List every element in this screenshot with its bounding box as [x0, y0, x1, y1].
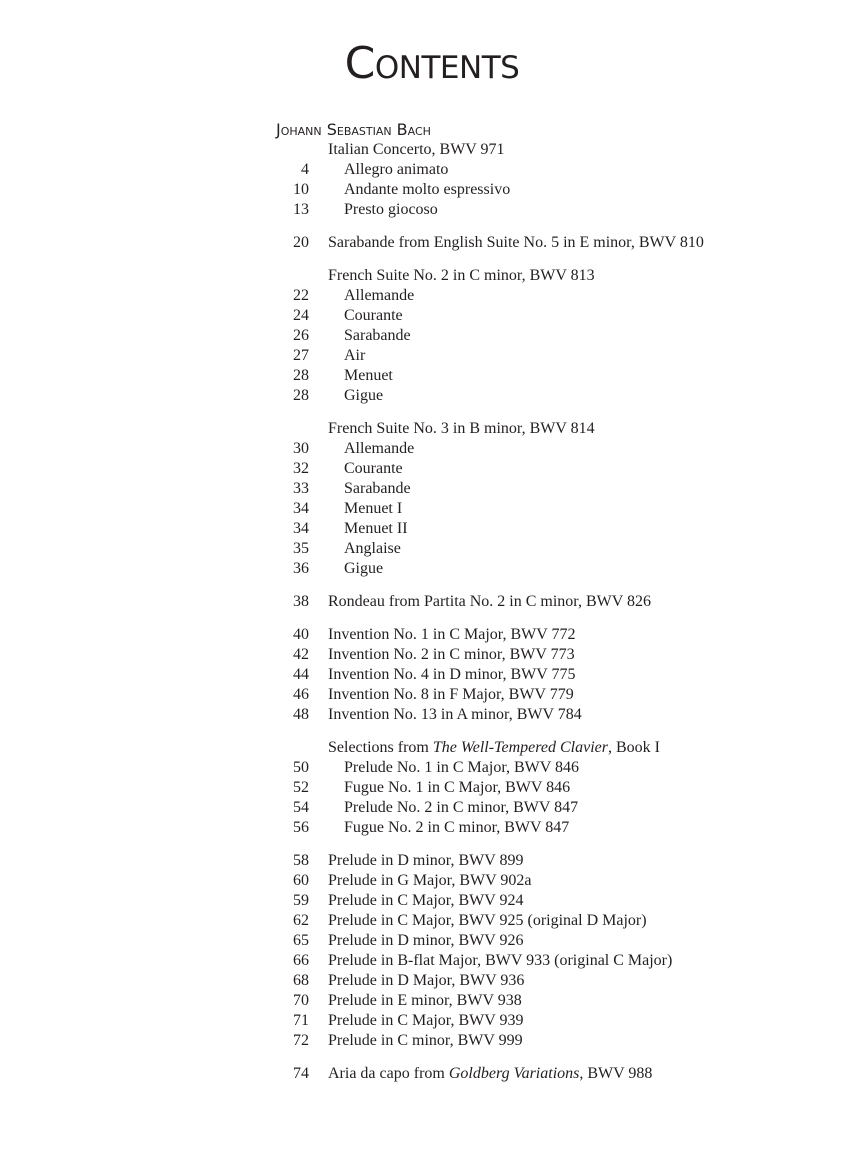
toc-subentry[interactable]: [276, 539, 836, 559]
entry-title: Allegro animato: [344, 161, 449, 178]
toc-section: [276, 266, 836, 406]
entry-title: Presto giocoso: [344, 201, 438, 218]
entry-title: Sarabande: [344, 480, 411, 497]
toc-subentry[interactable]: [276, 499, 836, 519]
entry-title: Gigue: [344, 387, 384, 404]
toc-subentry[interactable]: [276, 818, 836, 838]
toc-section: [276, 140, 836, 220]
page-number: 68: [293, 972, 309, 989]
toc-subentry[interactable]: [276, 306, 836, 326]
toc-entry[interactable]: [276, 705, 836, 725]
page-number: [276, 738, 309, 758]
section-gap: [276, 725, 836, 738]
entry-title: Prelude in C Major, BWV 924: [328, 892, 524, 909]
toc-section: [276, 592, 836, 612]
page-number: [276, 140, 309, 160]
entry-title: Allemande: [344, 440, 415, 457]
toc-entry[interactable]: [276, 1064, 836, 1084]
section-gap: [276, 579, 836, 592]
entry-title: Sarabande: [344, 327, 411, 344]
toc-entry[interactable]: [276, 266, 836, 286]
toc-subentry[interactable]: [276, 200, 836, 220]
page-number: 22: [293, 287, 309, 304]
section-gap: [276, 406, 836, 419]
entry-title: Menuet II: [344, 520, 408, 537]
entry-title: French Suite No. 2 in C minor, BWV 813: [328, 267, 595, 284]
toc-section: [276, 1064, 836, 1084]
page-number: 58: [293, 852, 309, 869]
section-gap: [276, 220, 836, 233]
page-number: 35: [293, 540, 309, 557]
entry-title: Prelude in D Major, BWV 936: [328, 972, 525, 989]
work-title-italic: The Well-Tempered Clavier: [432, 739, 608, 756]
entry-title: Sarabande from English Suite No. 5 in E minor, BWV 810: [328, 234, 704, 251]
entry-title: Fugue No. 1 in C Major, BWV 846: [344, 779, 571, 796]
table-of-contents: [276, 119, 836, 1084]
page-number: 60: [293, 872, 309, 889]
toc-entry[interactable]: [276, 851, 836, 871]
page-number: 38: [293, 593, 309, 610]
page-number: 40: [293, 626, 309, 643]
page-number: 34: [293, 520, 309, 537]
page-number: [276, 419, 309, 439]
entry-title: Italian Concerto, BWV 971: [328, 141, 505, 158]
entry-title: [328, 1064, 652, 1084]
page-number: 52: [293, 779, 309, 796]
toc-subentry[interactable]: [276, 286, 836, 306]
entry-title: French Suite No. 3 in B minor, BWV 814: [328, 420, 595, 437]
entry-title-part: , Book I: [607, 739, 660, 756]
toc-entry[interactable]: [276, 665, 836, 685]
page-number: 48: [293, 706, 309, 723]
toc-subentry[interactable]: [276, 439, 836, 459]
toc-entry[interactable]: [276, 891, 836, 911]
entry-title: Allemande: [344, 287, 415, 304]
page-title: Contents: [344, 38, 520, 89]
entry-title: Courante: [344, 307, 403, 324]
page-number: [276, 266, 309, 286]
page-number: 42: [293, 646, 309, 663]
toc-entry[interactable]: [276, 911, 836, 931]
toc-entry[interactable]: [276, 592, 836, 612]
toc-entry[interactable]: [276, 1031, 836, 1051]
page-number: 32: [293, 460, 309, 477]
toc-entry[interactable]: [276, 738, 836, 758]
section-gap: [276, 1051, 836, 1064]
page-number: 36: [293, 560, 309, 577]
page-number: 26: [293, 327, 309, 344]
entry-title: Rondeau from Partita No. 2 in C minor, BWV 826: [328, 593, 652, 610]
page-number: 20: [293, 234, 309, 251]
entry-title: Invention No. 1 in C Major, BWV 772: [328, 626, 576, 643]
page-number: 4: [301, 161, 309, 178]
composer-heading: Johann Sebastian Bach: [276, 120, 431, 139]
toc-entry[interactable]: [276, 685, 836, 705]
toc-entry[interactable]: [276, 419, 836, 439]
page-number: 59: [293, 892, 309, 909]
toc-entries: [276, 140, 836, 1084]
page-number: 30: [293, 440, 309, 457]
page-number: 50: [293, 759, 309, 776]
entry-title: Courante: [344, 460, 403, 477]
entry-title-part: Aria da capo from: [328, 1065, 449, 1082]
toc-section: [276, 851, 836, 1051]
work-title-italic: Goldberg Variations: [448, 1065, 580, 1082]
entry-title-part: , BWV 988: [579, 1065, 653, 1082]
page-number: 27: [293, 347, 309, 364]
toc-section: [276, 233, 836, 253]
toc-subentry[interactable]: [276, 160, 836, 180]
entry-title: Air: [344, 347, 366, 364]
entry-title: Menuet: [344, 367, 393, 384]
entry-title: Gigue: [344, 560, 384, 577]
toc-entry[interactable]: [276, 233, 836, 253]
entry-title: Prelude No. 2 in C minor, BWV 847: [344, 799, 579, 816]
toc-entry[interactable]: [276, 645, 836, 665]
entry-title: Prelude in D minor, BWV 926: [328, 932, 524, 949]
page-number: 70: [293, 992, 309, 1009]
page-number: 72: [293, 1032, 309, 1049]
toc-subentry[interactable]: [276, 459, 836, 479]
toc-subentry[interactable]: [276, 386, 836, 406]
toc-subentry[interactable]: [276, 559, 836, 579]
toc-subentry[interactable]: [276, 366, 836, 386]
toc-subentry[interactable]: [276, 180, 836, 200]
toc-entry[interactable]: [276, 931, 836, 951]
entry-title: Anglaise: [344, 540, 401, 557]
toc-subentry[interactable]: [276, 519, 836, 539]
toc-subentry[interactable]: [276, 346, 836, 366]
page-number: 28: [293, 367, 309, 384]
entry-title: Menuet I: [344, 500, 403, 517]
toc-section: [276, 419, 836, 579]
page-number: 24: [293, 307, 309, 324]
toc-entry[interactable]: [276, 140, 836, 160]
entry-title: Prelude in E minor, BWV 938: [328, 992, 522, 1009]
page-number: 74: [293, 1065, 309, 1082]
toc-subentry[interactable]: [276, 778, 836, 798]
toc-subentry[interactable]: [276, 758, 836, 778]
entry-title: Prelude in D minor, BWV 899: [328, 852, 524, 869]
toc-entry[interactable]: [276, 951, 836, 971]
entry-title: Prelude in C minor, BWV 999: [328, 1032, 523, 1049]
toc-section: [276, 625, 836, 725]
toc-subentry[interactable]: [276, 479, 836, 499]
toc-entry[interactable]: [276, 991, 836, 1011]
entry-title: Invention No. 13 in A minor, BWV 784: [328, 706, 582, 723]
entry-title: Invention No. 4 in D minor, BWV 775: [328, 666, 576, 683]
entry-title: Prelude in C Major, BWV 939: [328, 1012, 524, 1029]
entry-title: Invention No. 8 in F Major, BWV 779: [328, 686, 574, 703]
toc-section: [276, 738, 836, 838]
entry-title-part: Selections from: [328, 739, 433, 756]
page-number: 44: [293, 666, 309, 683]
toc-entry[interactable]: [276, 971, 836, 991]
section-gap: [276, 838, 836, 851]
entry-title: Prelude in G Major, BWV 902a: [328, 872, 532, 889]
page-number: 10: [293, 181, 309, 198]
entry-title: Prelude in B-flat Major, BWV 933 (original C Major): [328, 952, 673, 969]
entry-title: Prelude No. 1 in C Major, BWV 846: [344, 759, 580, 776]
entry-title: Prelude in C Major, BWV 925 (original D Major): [328, 912, 647, 929]
toc-subentry[interactable]: [276, 798, 836, 818]
page-number: 71: [293, 1012, 309, 1029]
section-gap: [276, 253, 836, 266]
toc-entry[interactable]: [276, 871, 836, 891]
entry-title: Invention No. 2 in C minor, BWV 773: [328, 646, 575, 663]
page-number: 56: [293, 819, 309, 836]
page-number: 33: [293, 480, 309, 497]
toc-entry[interactable]: [276, 1011, 836, 1031]
page-number: 34: [293, 500, 309, 517]
page-number: 62: [293, 912, 309, 929]
page-number: 13: [293, 201, 309, 218]
page-number: 65: [293, 932, 309, 949]
section-gap: [276, 612, 836, 625]
entry-title: [328, 738, 660, 758]
page-number: 28: [293, 387, 309, 404]
toc-subentry[interactable]: [276, 326, 836, 346]
entry-title: Andante molto espressivo: [344, 181, 511, 198]
toc-entry[interactable]: [276, 625, 836, 645]
page-number: 66: [293, 952, 309, 969]
entry-title: Fugue No. 2 in C minor, BWV 847: [344, 819, 570, 836]
page-number: 54: [293, 799, 309, 816]
page-number: 46: [293, 686, 309, 703]
